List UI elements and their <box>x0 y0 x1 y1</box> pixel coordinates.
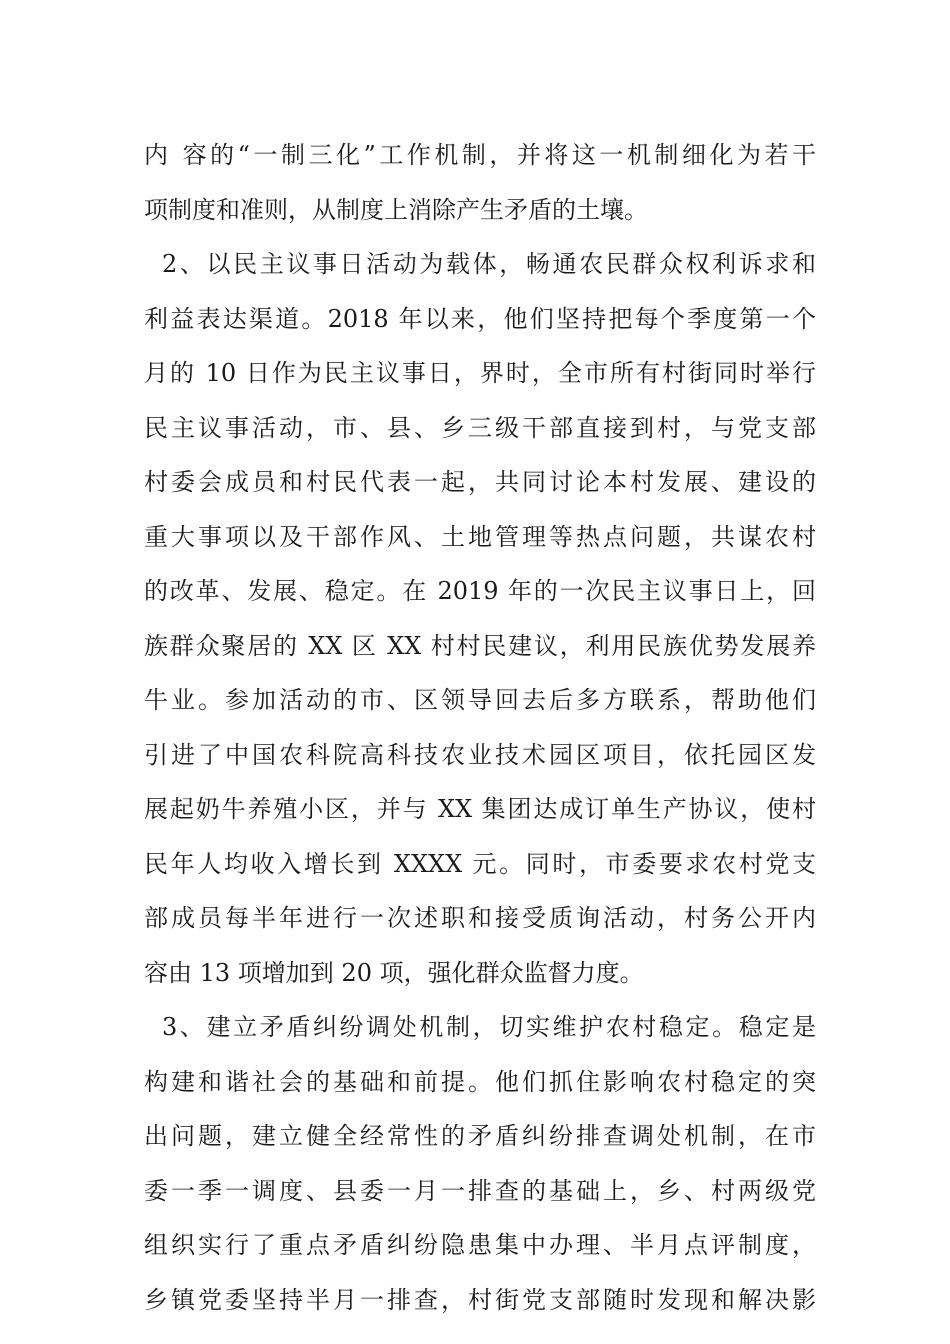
text-line: 组织实行了重点矛盾纠纷隐患集中办理、半月点评制度， <box>144 1231 816 1259</box>
text-line: 部成员每半年进行一次述职和接受质询活动，村务公开内 <box>144 904 816 932</box>
text-line: 展起奶牛养殖小区，并与 XX 集团达成订单生产协议，使村 <box>144 795 816 823</box>
text-line: 族群众聚居的 XX 区 XX 村村民建议，利用民族优势发展养 <box>144 631 816 660</box>
text-line: 容由 13 项增加到 20 项，强化群众监督力度。 <box>144 958 644 987</box>
text-line: 项制度和准则，从制度上消除产生矛盾的土壤。 <box>144 195 648 224</box>
text-line: 委一季一调度、县委一月一排查的基础上，乡、村两级党 <box>144 1176 816 1205</box>
text-line: 牛业。参加活动的市、区领导回去后多方联系，帮助他们 <box>144 686 816 714</box>
text-line: 的改革、发展、稳定。在 2019 年的一次民主议事日上，回 <box>144 577 816 605</box>
text-line: 民主议事活动，市、县、乡三级干部直接到村，与党支部 <box>144 413 816 442</box>
body-text <box>144 128 816 1327</box>
text-line: 内 容的“一制三化”工作机制，并将这一机制细化为若干 <box>144 141 816 169</box>
text-line: 出问题，建立健全经常性的矛盾纠纷排查调处机制，在市 <box>144 1122 816 1150</box>
text-line: 民年人均收入增长到 XXXX 元。同时，市委要求农村党支 <box>144 849 816 878</box>
text-line: 村委会成员和村民代表一起，共同讨论本村发展、建设的 <box>144 468 816 496</box>
text-line: 引进了中国农科院高科技农业技术园区项目，依托园区发 <box>144 740 816 769</box>
text-line: 构建和谐社会的基础和前提。他们抓住影响农村稳定的突 <box>144 1067 816 1096</box>
paragraph-start-line: 2、以民主议事日活动为载体，畅通农民群众权利诉求和 <box>162 250 816 278</box>
text-line: 利益表达渠道。2018 年以来，他们坚持把每个季度第一个 <box>144 304 816 333</box>
paragraph-start-line: 3、建立矛盾纠纷调处机制，切实维护农村稳定。稳定是 <box>162 1013 816 1041</box>
text-line: 乡镇党委坚持半月一排查，村街党支部随时发现和解决影 <box>144 1285 816 1314</box>
text-line: 月的 10 日作为民主议事日，界时，全市所有村街同时举行 <box>144 359 816 387</box>
text-line: 重大事项以及干部作风、土地管理等热点问题，共谋农村 <box>144 522 816 551</box>
